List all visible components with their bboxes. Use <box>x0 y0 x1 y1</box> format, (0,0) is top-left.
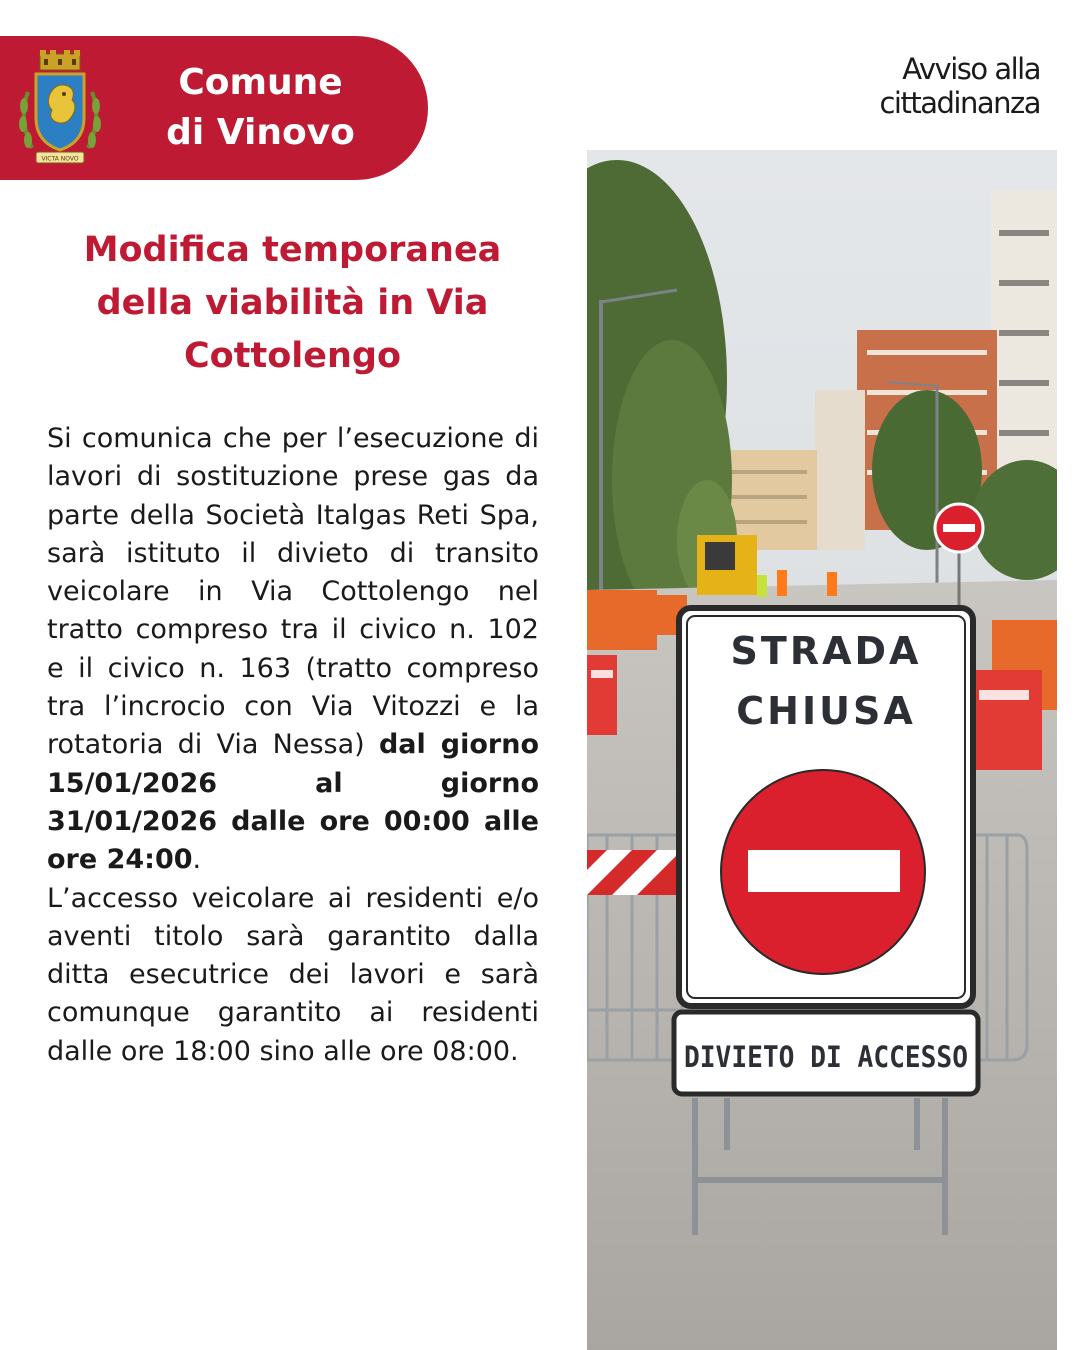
road-closed-illustration <box>587 150 1057 1350</box>
sign-line-2: CHIUSA <box>736 689 916 733</box>
header-banner <box>0 36 428 180</box>
municipality-name <box>118 58 403 158</box>
notice-paragraph-1-end: . <box>192 844 202 876</box>
notice-paragraph-1 <box>47 420 539 880</box>
notice-label-line2: cittadinanza <box>879 86 1040 120</box>
notice-dates-highlight: dal giorno 15/01/2026 al giorno 31/01/2026 dalle ore 00:00 alle ore 24:00 <box>47 729 540 876</box>
notice-paragraph-1-text: Si comunica che per l’esecuzione di lavori di sostituzione prese gas da parte della Società Italgas Reti Spa, sarà istituto il divieto di transito veicolare in Via Cottolengo nel tratto compreso tra il civico n. 102 e il civico n. 163 (tratto compreso tra l’incrocio con Via Vitozzi e la rotatoria di Via Nessa) <box>47 423 539 761</box>
access-plate-text: DIVIETO DI ACCESSO <box>684 1040 968 1074</box>
notice-label <box>760 52 1040 120</box>
notice-paragraph-2: L’accesso veicolare ai residenti e/o aventi titolo sarà garantito dalla ditta esecutrice dei lavori e sarà comunque garantito ai residenti dalle ore 18:00 sino alle ore 08:00. <box>47 882 539 1067</box>
sign-line-1: STRADA <box>730 629 922 673</box>
crest-motto: VICTA NOVO <box>41 155 79 163</box>
municipality-name-line2: di Vinovo <box>166 112 355 153</box>
no-entry-icon <box>721 770 925 974</box>
notice-label-line1: Avviso alla <box>902 52 1040 86</box>
road-closed-photo <box>587 150 1057 1350</box>
municipality-name-line1: Comune <box>178 62 343 103</box>
page-title: Modifica temporanea della viabilità in Via Cottolengo <box>83 230 502 376</box>
notice-body <box>47 420 539 1071</box>
municipal-crest-icon <box>14 48 106 168</box>
